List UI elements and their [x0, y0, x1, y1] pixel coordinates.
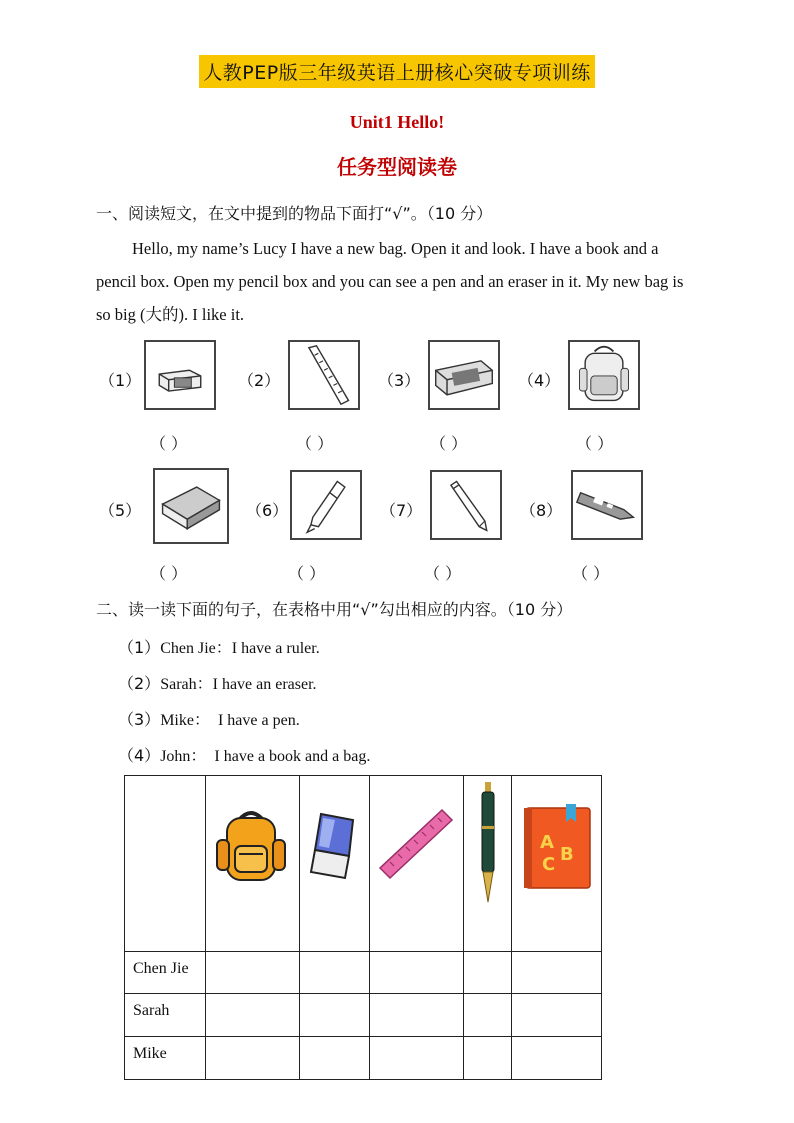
item-number: （8）: [520, 501, 563, 520]
item-number: （3）: [378, 371, 421, 390]
check-cell[interactable]: [464, 952, 512, 994]
check-cell[interactable]: [370, 1037, 464, 1080]
check-cell[interactable]: [206, 952, 300, 994]
item-number: （2）: [238, 371, 281, 390]
corner-cell: [125, 776, 206, 952]
book-icon: [520, 804, 594, 890]
svg-text:A: A: [539, 832, 554, 853]
check-cell[interactable]: [512, 952, 602, 994]
unit-title: Unit1 Hello!: [349, 112, 445, 132]
document-title: 人教PEP版三年级英语上册核心突破专项训练: [199, 55, 594, 88]
check-cell[interactable]: [464, 994, 512, 1037]
ruler-picture: [288, 340, 360, 410]
answer-blank[interactable]: （ ）: [296, 434, 334, 453]
item-number: （1）: [99, 371, 142, 390]
bag-icon: [570, 342, 638, 408]
check-cell[interactable]: [464, 1037, 512, 1080]
check-cell[interactable]: [300, 1037, 370, 1080]
part2-heading: 二、读一读下面的句子，在表格中用“√”勾出相应的内容。（10 分）: [96, 600, 573, 619]
pencil-icon: [432, 472, 500, 538]
row-name: Mike: [125, 1037, 206, 1080]
answer-blank[interactable]: （ ）: [150, 434, 188, 453]
book-icon: [155, 470, 227, 542]
crayon-picture: [571, 470, 643, 540]
answer-blank[interactable]: （ ）: [150, 564, 188, 583]
svg-text:B: B: [559, 844, 574, 865]
row-name: Sarah: [125, 994, 206, 1037]
answer-table: [124, 775, 602, 1080]
sentence-4: （4）John： I have a book and a bag.: [118, 746, 371, 765]
pen-icon: [292, 472, 360, 538]
table-row: [125, 952, 602, 994]
pencil-box-icon: [430, 342, 498, 408]
check-cell[interactable]: [512, 1037, 602, 1080]
answer-blank[interactable]: （ ）: [424, 564, 462, 583]
item-number: （5）: [99, 501, 142, 520]
svg-text:C: C: [541, 854, 555, 875]
item-number: （6）: [246, 501, 289, 520]
table-row: [125, 1037, 602, 1080]
item-number: （7）: [380, 501, 423, 520]
header: [0, 55, 794, 88]
answer-blank[interactable]: （ ）: [288, 564, 326, 583]
picture-row-2: [0, 468, 794, 548]
bag-picture: [568, 340, 640, 410]
sentence-1: （1）Chen Jie：I have a ruler.: [118, 638, 320, 657]
sentence-2: （2）Sarah：I have an eraser.: [118, 674, 317, 693]
ruler-column-header: [370, 776, 464, 952]
book-picture: [153, 468, 229, 544]
eraser-picture: [144, 340, 216, 410]
passage-text: Hello, my name’s Lucy I have a new bag. Open it and look. I have a book and a pencil box. Open my pencil box and you can see a pen and an eraser in it. My new bag is so big (大的). I like it.: [96, 239, 684, 324]
check-cell[interactable]: [370, 952, 464, 994]
pen-icon: [478, 782, 498, 906]
check-cell[interactable]: [206, 1037, 300, 1080]
part1-heading: 一、阅读短文，在文中提到的物品下面打“√”。（10 分）: [96, 204, 493, 223]
answer-blank[interactable]: （ ）: [430, 434, 468, 453]
picture-row-1: [0, 340, 794, 420]
check-cell[interactable]: [512, 994, 602, 1037]
table-header-row: [125, 776, 602, 952]
ruler-icon: [376, 804, 458, 884]
eraser-column-header: [300, 776, 370, 952]
bag-column-header: [206, 776, 300, 952]
check-cell[interactable]: [206, 994, 300, 1037]
answer-blank[interactable]: （ ）: [576, 434, 614, 453]
check-cell[interactable]: [300, 994, 370, 1037]
eraser-icon: [146, 342, 214, 408]
eraser-icon: [305, 804, 365, 884]
reading-passage: [96, 232, 692, 331]
pen-picture: [290, 470, 362, 540]
pencil-picture: [430, 470, 502, 540]
ruler-icon: [290, 342, 358, 408]
paper-title: 任务型阅读卷: [337, 155, 457, 179]
sentence-3: （3）Mike： I have a pen.: [118, 710, 300, 729]
pencil-box-picture: [428, 340, 500, 410]
book-column-header: [512, 776, 602, 952]
row-name: Chen Jie: [125, 952, 206, 994]
bag-icon: [213, 806, 293, 886]
check-cell[interactable]: [370, 994, 464, 1037]
table-row: [125, 994, 602, 1037]
answer-blank[interactable]: （ ）: [572, 564, 610, 583]
crayon-icon: [573, 472, 641, 538]
check-cell[interactable]: [300, 952, 370, 994]
item-number: （4）: [518, 371, 561, 390]
pen-column-header: [464, 776, 512, 952]
